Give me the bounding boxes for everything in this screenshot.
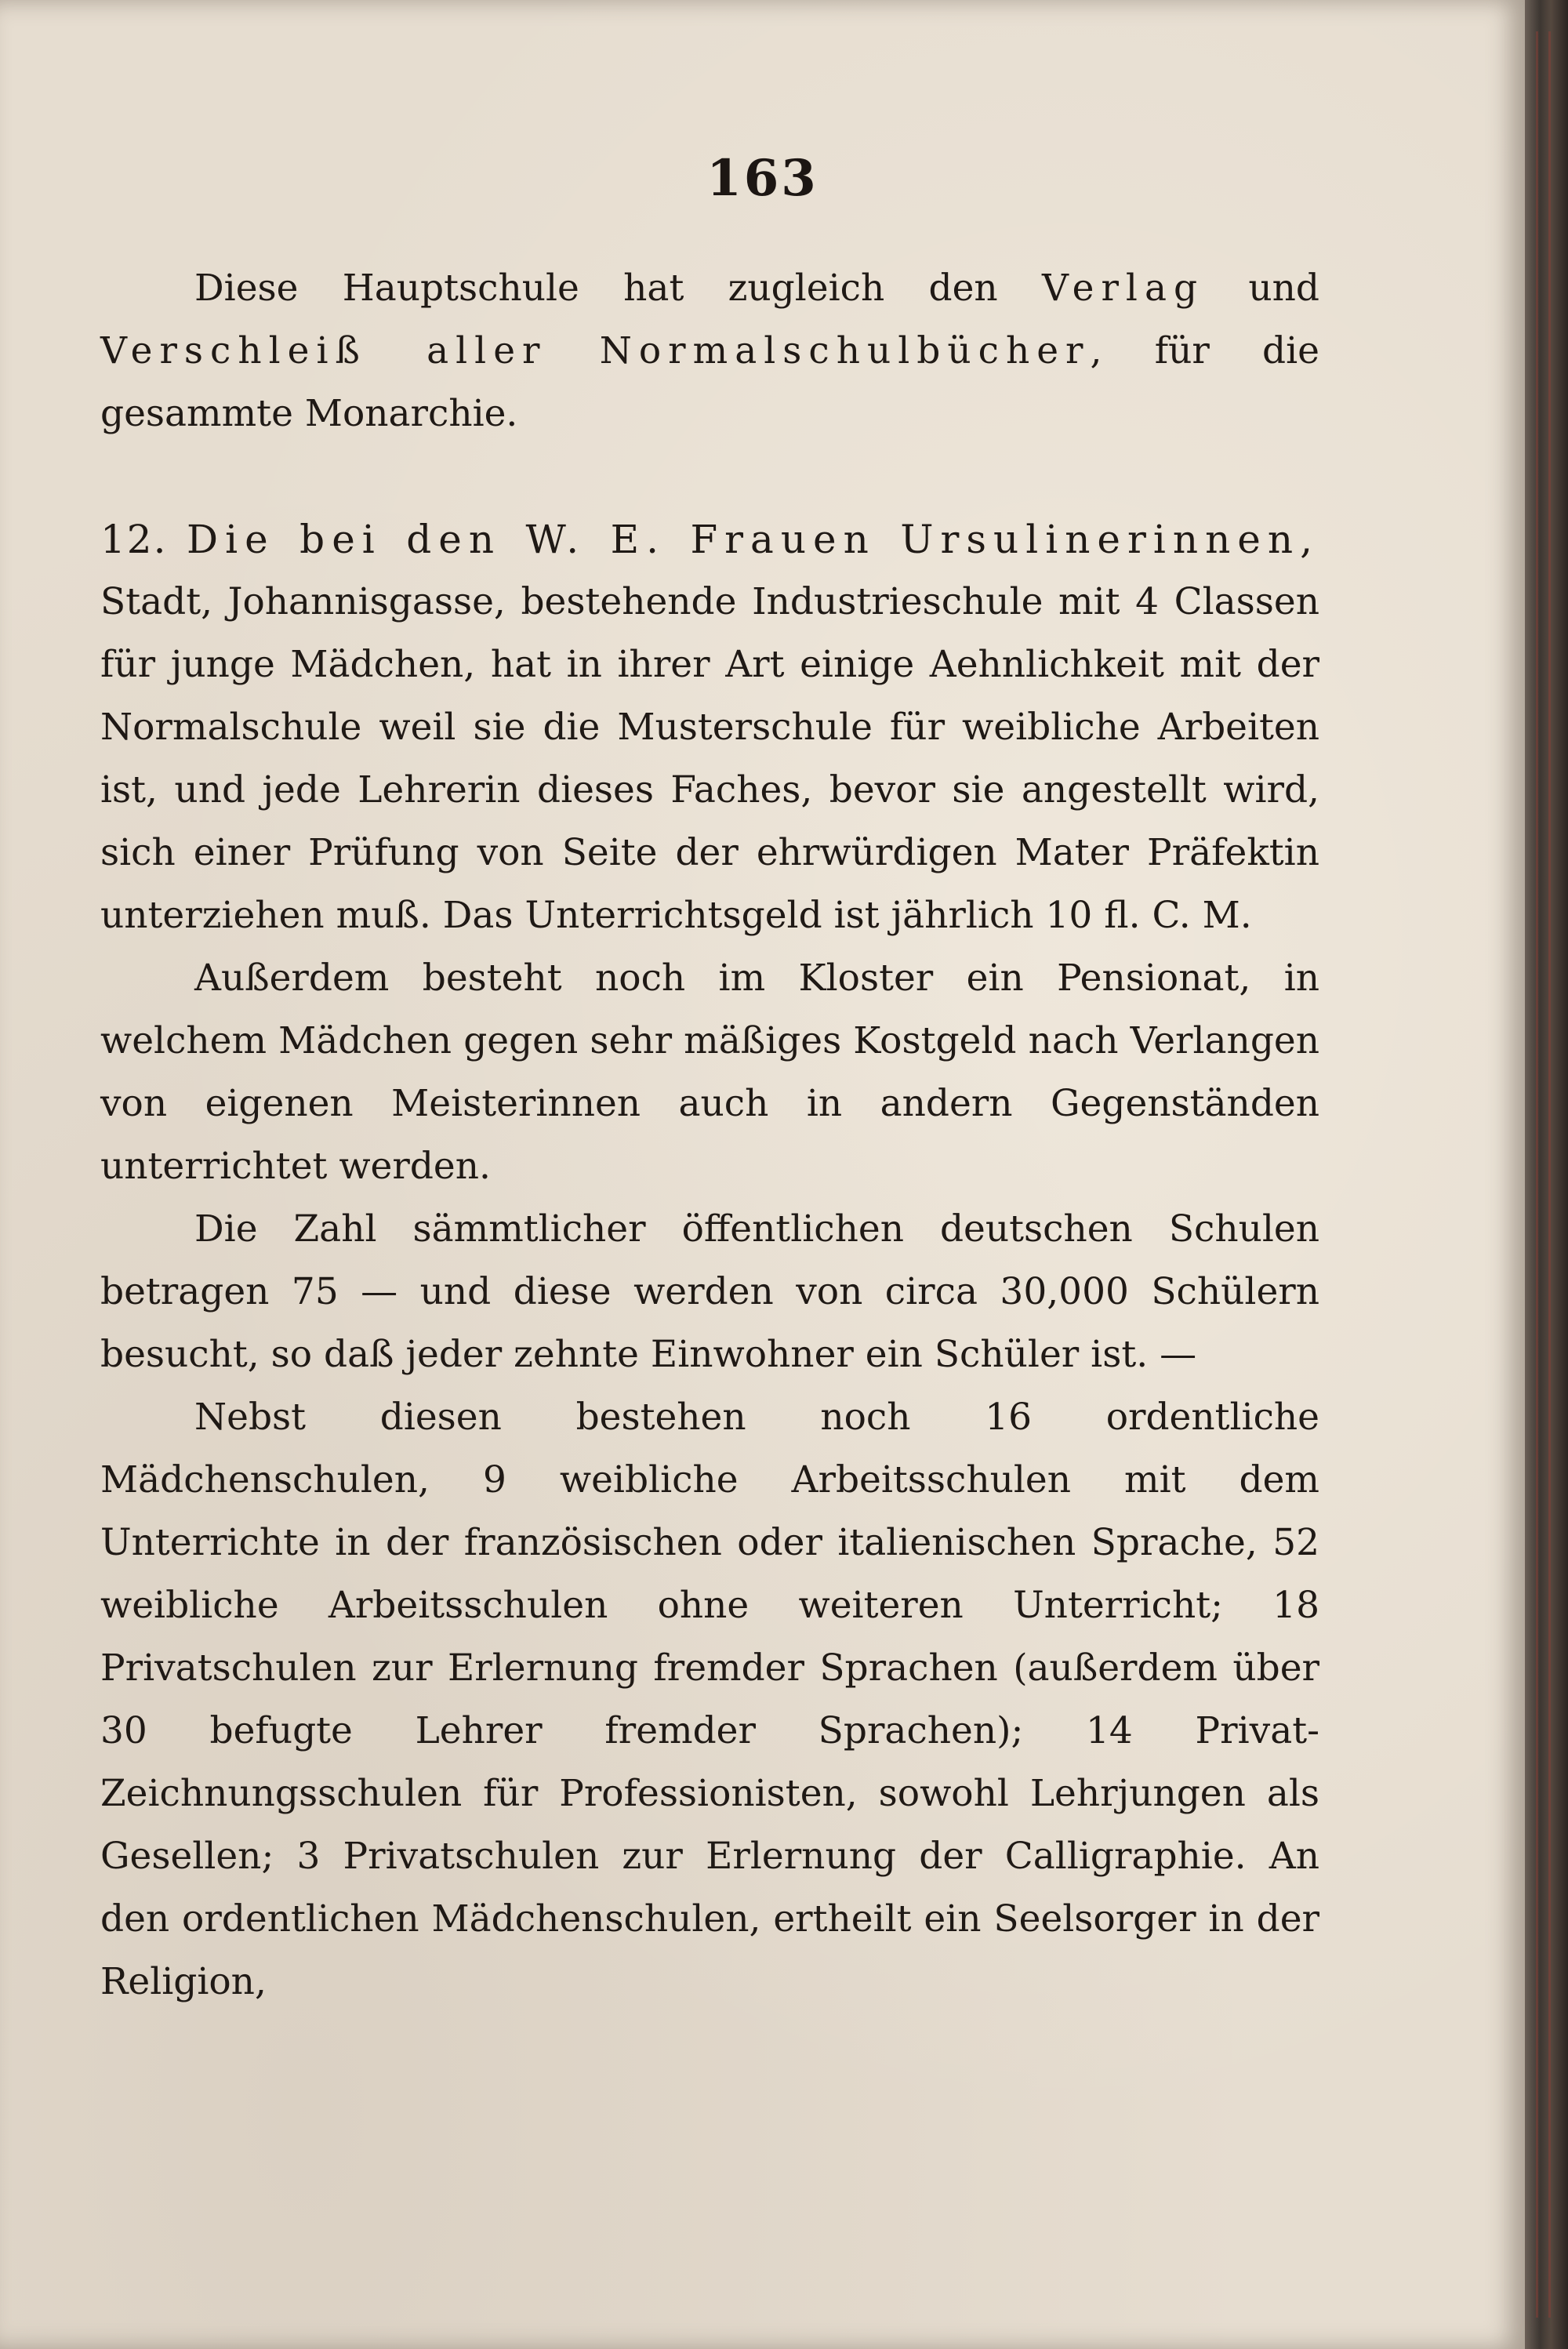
paragraph-verlag bbox=[100, 257, 1319, 445]
page-number: 163 bbox=[706, 149, 818, 208]
emphasis-verlag: Verlag bbox=[1042, 267, 1205, 310]
paragraph-text bbox=[547, 329, 600, 372]
section-heading bbox=[100, 508, 1319, 571]
page-edge-stripe bbox=[1548, 31, 1551, 2318]
paragraph-other-schools: Nebst diesen bestehen noch 16 ordentliche Mädchenschulen, 9 weibliche Arbeitsschulen mit dem Unterrichte in der französischen oder italienischen Sprache, 52 weibliche Arbeitsschulen ohne weiteren Unterricht; 18 Privatschulen zur Erlernung fremder Sprachen (außerdem über 30 befugte Lehrer fremder Sprachen); 14 Privat-Zeichnungsschulen für Professionisten, sowohl Lehrjungen als Gesellen; 3 Privatschulen zur Erlernung der Calligraphie. An den ordentlichen Mädchenschulen, ertheilt ein Seelsorger in der Religion, bbox=[100, 1396, 1319, 2003]
paragraph-pensionat: Außerdem besteht noch im Kloster ein Pensionat, in welchem Mädchen gegen sehr mäßiges Kostgeld nach Verlangen von eigenen Meisterinnen auch in andern Gegenständen unterrichtet werden. bbox=[100, 957, 1319, 1188]
emphasis-normalschulbuecher: Normalschulbücher bbox=[599, 329, 1091, 372]
emphasis-verschleiss: Verschleiß aller bbox=[100, 329, 547, 372]
body-text bbox=[100, 257, 1319, 2013]
paragraph-industrieschule: Stadt, Johannisgasse, bestehende Industrieschule mit 4 Classen für junge Mädchen, hat in ihrer Art einige Aehnlichkeit mit der Normalschule weil sie die Musterschule für weibliche Arbeiten ist, und jede Lehrerin dieses Faches, bevor sie angestellt wird, sich einer Prüfung von Seite der ehrwürdigen Mater Präfektin unterziehen muß. Das Unterrichtsgeld ist jährlich 10 fl. C. M. bbox=[100, 580, 1319, 937]
paragraph-school-count: Die Zahl sämmtlicher öffentlichen deutschen Schulen betragen 75 — und diese werden von circa 30,000 Schülern besucht, so daß jeder zehnte Einwohner ein Schüler ist. — bbox=[100, 1207, 1319, 1376]
section-title: Die bei den W. E. Frauen Ursulinerinnen, bbox=[187, 517, 1319, 562]
paragraph-text: Diese Hauptschule hat zugleich den bbox=[194, 267, 1042, 310]
page-edge-stripe bbox=[1536, 31, 1538, 2318]
paragraph-text: und bbox=[1204, 267, 1319, 310]
book-page-edge bbox=[1525, 0, 1568, 2349]
section-number: 12. bbox=[100, 517, 168, 562]
paragraph-text: , für die gesammte Monarchie. bbox=[100, 329, 1319, 435]
